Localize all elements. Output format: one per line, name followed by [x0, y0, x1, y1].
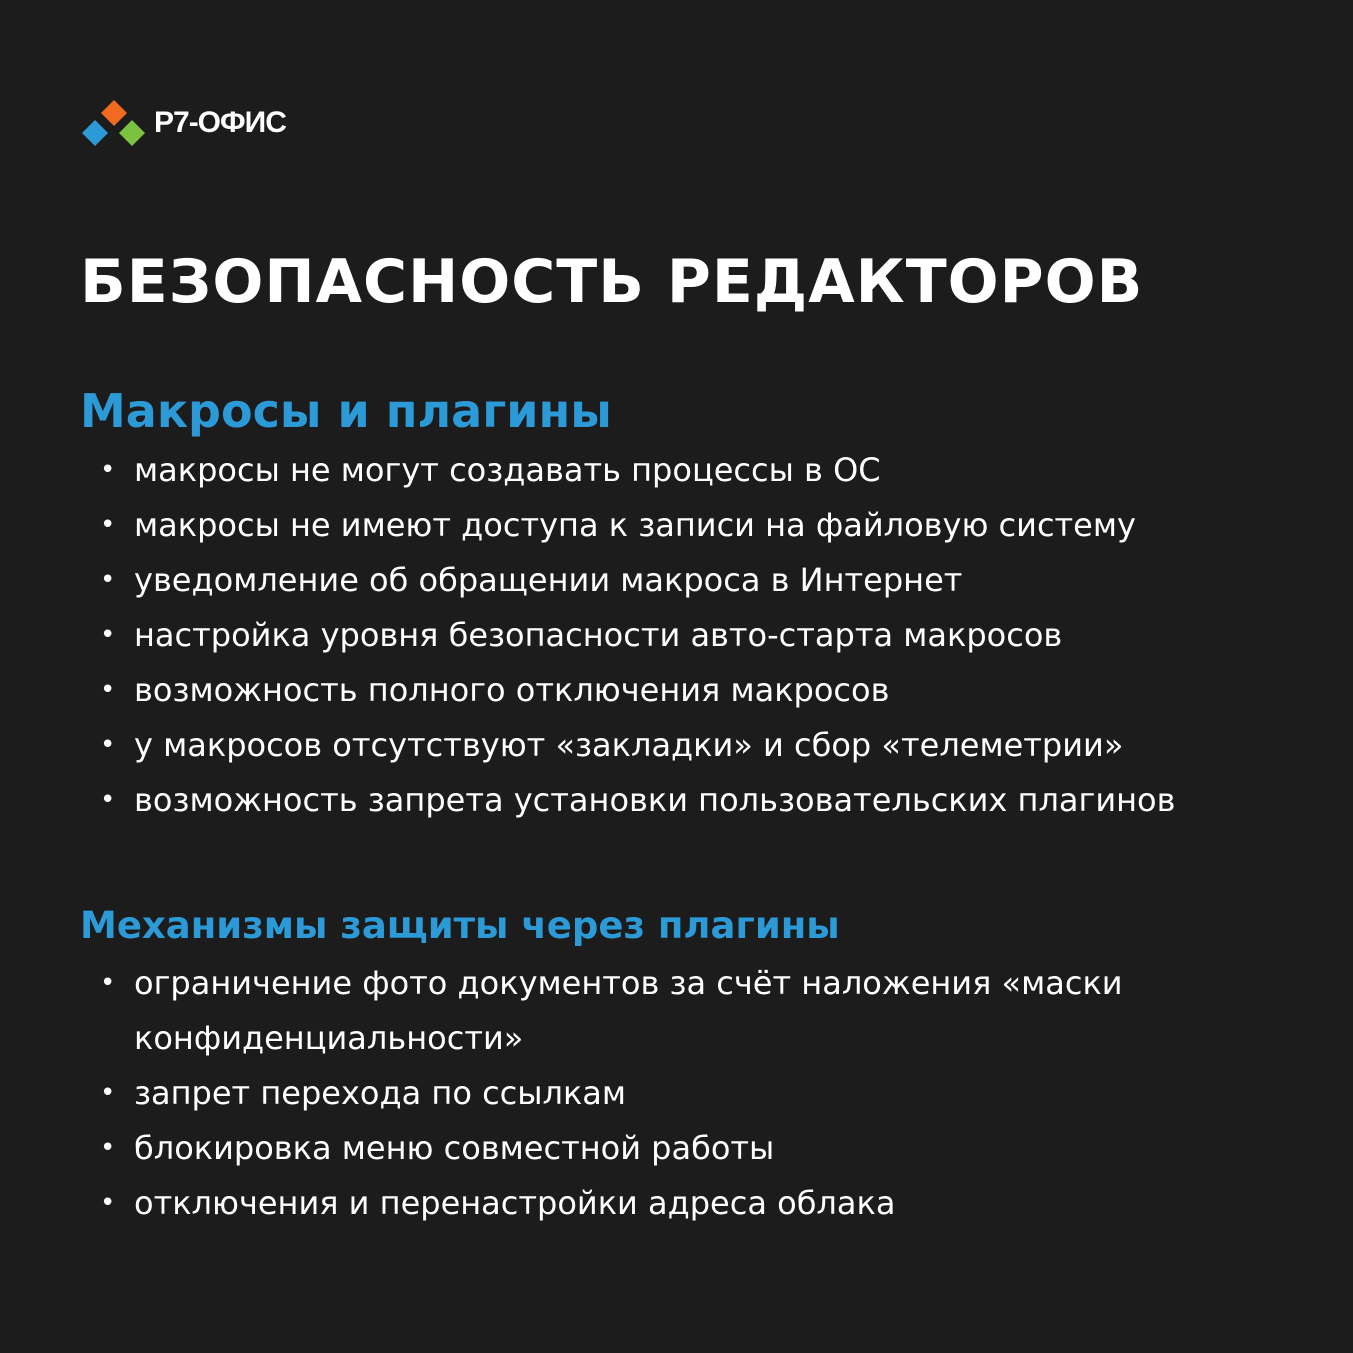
list-item — [100, 608, 1270, 663]
bullet-icon: • — [100, 455, 116, 485]
list-item-text: у макросов отсутствуют «закладки» и сбор «телеметрии» — [134, 726, 1124, 764]
section-heading-macros: Макросы и плагины — [80, 384, 612, 438]
list-item — [100, 553, 1270, 608]
bullet-icon: • — [100, 968, 116, 998]
brand-name: Р7-ОФИС — [154, 106, 286, 139]
bullet-icon: • — [100, 565, 116, 595]
list-item — [100, 718, 1270, 773]
list-item — [100, 1121, 1270, 1176]
list-item — [100, 1176, 1270, 1231]
brand-logo — [80, 100, 286, 146]
bullet-icon: • — [100, 510, 116, 540]
bullet-icon: • — [100, 675, 116, 705]
list-item — [100, 1066, 1270, 1121]
list-item — [100, 956, 1134, 1066]
list-item — [100, 498, 1270, 553]
plugin-protection-list — [100, 956, 1270, 1231]
list-item-text: возможность полного отключения макросов — [134, 671, 890, 709]
list-item-text: отключения и перенастройки адреса облака — [134, 1184, 896, 1222]
list-item — [100, 443, 1270, 498]
list-item-text: макросы не имеют доступа к записи на файловую систему — [134, 506, 1136, 544]
list-item — [100, 663, 1270, 718]
list-item-text: запрет перехода по ссылкам — [134, 1074, 627, 1112]
bullet-icon: • — [100, 1188, 116, 1218]
page-title: БЕЗОПАСНОСТЬ РЕДАКТОРОВ — [80, 247, 1144, 317]
list-item-text: настройка уровня безопасности авто-старта макросов — [134, 616, 1063, 654]
macros-list — [100, 443, 1270, 828]
list-item-text: ограничение фото документов за счёт наложения «маски конфиденциальности» — [134, 964, 1123, 1057]
bullet-icon: • — [100, 1078, 116, 1108]
list-item — [100, 773, 1270, 828]
list-item-text: возможность запрета установки пользовательских плагинов — [134, 781, 1176, 819]
list-item-text: блокировка меню совместной работы — [134, 1129, 775, 1167]
bullet-icon: • — [100, 1133, 116, 1163]
bullet-icon: • — [100, 620, 116, 650]
section-heading-plugin-protection: Механизмы защиты через плагины — [80, 904, 840, 947]
list-item-text: макросы не могут создавать процессы в ОС — [134, 451, 881, 489]
r7-office-logo-icon — [80, 100, 148, 146]
bullet-icon: • — [100, 785, 116, 815]
bullet-icon: • — [100, 730, 116, 760]
list-item-text: уведомление об обращении макроса в Интернет — [134, 561, 963, 599]
